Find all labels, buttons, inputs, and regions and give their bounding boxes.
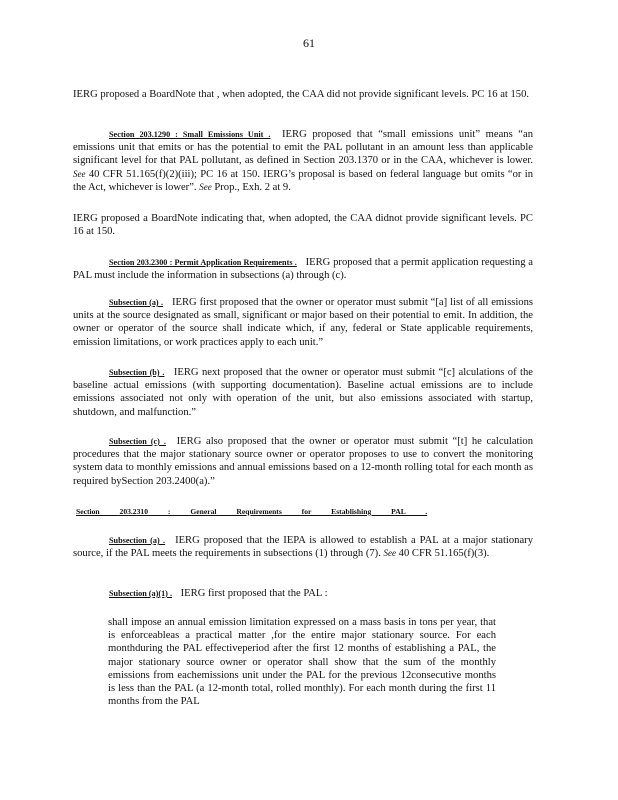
subsection-heading: Subsection (c) .: [109, 437, 166, 446]
citation-signal: See: [199, 181, 212, 192]
citation-signal: See: [73, 168, 86, 179]
paragraph-text: IERG next proposed that the owner or operator must submit “[c] alculations of the baseline actual emissions (with supporting documentation). Baseline actual emissions are to include emissions associated not only with operation of the unit, but also emissions associated with startup, shutdown, and malfunction.”: [73, 367, 533, 418]
paragraph-section-2300: [73, 256, 533, 282]
paragraph-text: IERG proposed that “small emissions unit” means “an emissions unit that emits or has the potential to emit the PAL pollutant in an amount less than applicable significant level for that PAL pollutant, as defined in Section 203.1370 or in the CAA, whichever is lower.: [73, 129, 533, 167]
paragraph-text: IERG proposed that the IEPA is allowed to establish a PAL at a major stationary source, if the PAL meets the requirements in subsections (1) through (7).: [73, 535, 533, 560]
citation-signal: See: [383, 548, 396, 559]
paragraph-subsection-a: [73, 296, 533, 349]
subsection-heading: Subsection (a) .: [109, 298, 164, 307]
paragraph-subsection-a1: [73, 587, 533, 600]
page-number: 61: [303, 36, 315, 50]
paragraph-text: IERG first proposed that the owner or operator must submit “[a] list of all emissions units at the source designated as small, significant or major based on their potential to emit. In addition, the owner or operator of the source shall indicate which, if any, federal or State applicable requirements, emission limitations, or work practices apply to each unit.”: [73, 297, 534, 348]
paragraph-text: IERG also proposed that the owner or operator must submit “[t] he calculation procedures that the major stationary source owner or operator proposes to use to convert the monitoring system data to monthly emissions and annual emissions based on a 12-month rolling total for each month as required bySection 203.2400(a).”: [73, 436, 534, 487]
paragraph-text: 40 CFR 51.165(f)(2)(iii); PC 16 at 150. IERG’s proposal is based on federal language but omits “or in the Act, whichever is lower”.: [73, 168, 533, 193]
paragraph-boardnote-2: [73, 212, 533, 238]
block-quote: shall impose an annual emission limitation expressed on a mass basis in tons per year, that is enforceableas a practical matter ,for the entire major stationary source. For each monthduring the PAL effectiveperiod after the first 12 months of establishing a PAL, the major stationary source owner or operator shall show that the sum of the monthly emissions from eachemissions unit under the PAL for the previous 12consecutive months is less than the PAL (a 12-month total, rolled monthly). For each month during the first 11 months from the PAL: [108, 617, 496, 708]
paragraph-subsection-2310-a: [73, 534, 533, 560]
paragraph-boardnote-1: [73, 88, 533, 101]
paragraph-subsection-b: [73, 366, 533, 419]
paragraph-section-1290: [73, 128, 533, 194]
subsection-heading: Subsection (a) .: [109, 536, 166, 545]
paragraph-text: 40 CFR 51.165(f)(3).: [398, 548, 490, 560]
subsection-heading: Subsection (b) .: [109, 368, 165, 377]
paragraph-text: IERG proposed a BoardNote that , when adopted, the CAA did not provide significant levels. PC 16 at 150.: [73, 89, 530, 100]
paragraph-text: IERG proposed that a permit application requesting a PAL must include the information in subsections (a) through (c).: [73, 257, 534, 282]
section-heading-2310: Section 203.2310 : General Requirements for Establishing PAL .: [76, 507, 428, 516]
paragraph-subsection-c: [73, 435, 533, 488]
section-heading: Section 203.1290 : Small Emissions Unit .: [109, 130, 271, 139]
paragraph-text: IERG proposed a BoardNote indicating that, when adopted, the CAA didnot provide significant levels. PC 16 at 150.: [73, 213, 533, 238]
subsection-heading: Subsection (a)(1) .: [109, 589, 172, 598]
paragraph-text: Prop., Exh. 2 at 9.: [214, 181, 291, 193]
paragraph-text: IERG first proposed that the PAL :: [180, 588, 328, 599]
section-heading: Section 203.2300 : Permit Application Requirements .: [109, 258, 297, 267]
